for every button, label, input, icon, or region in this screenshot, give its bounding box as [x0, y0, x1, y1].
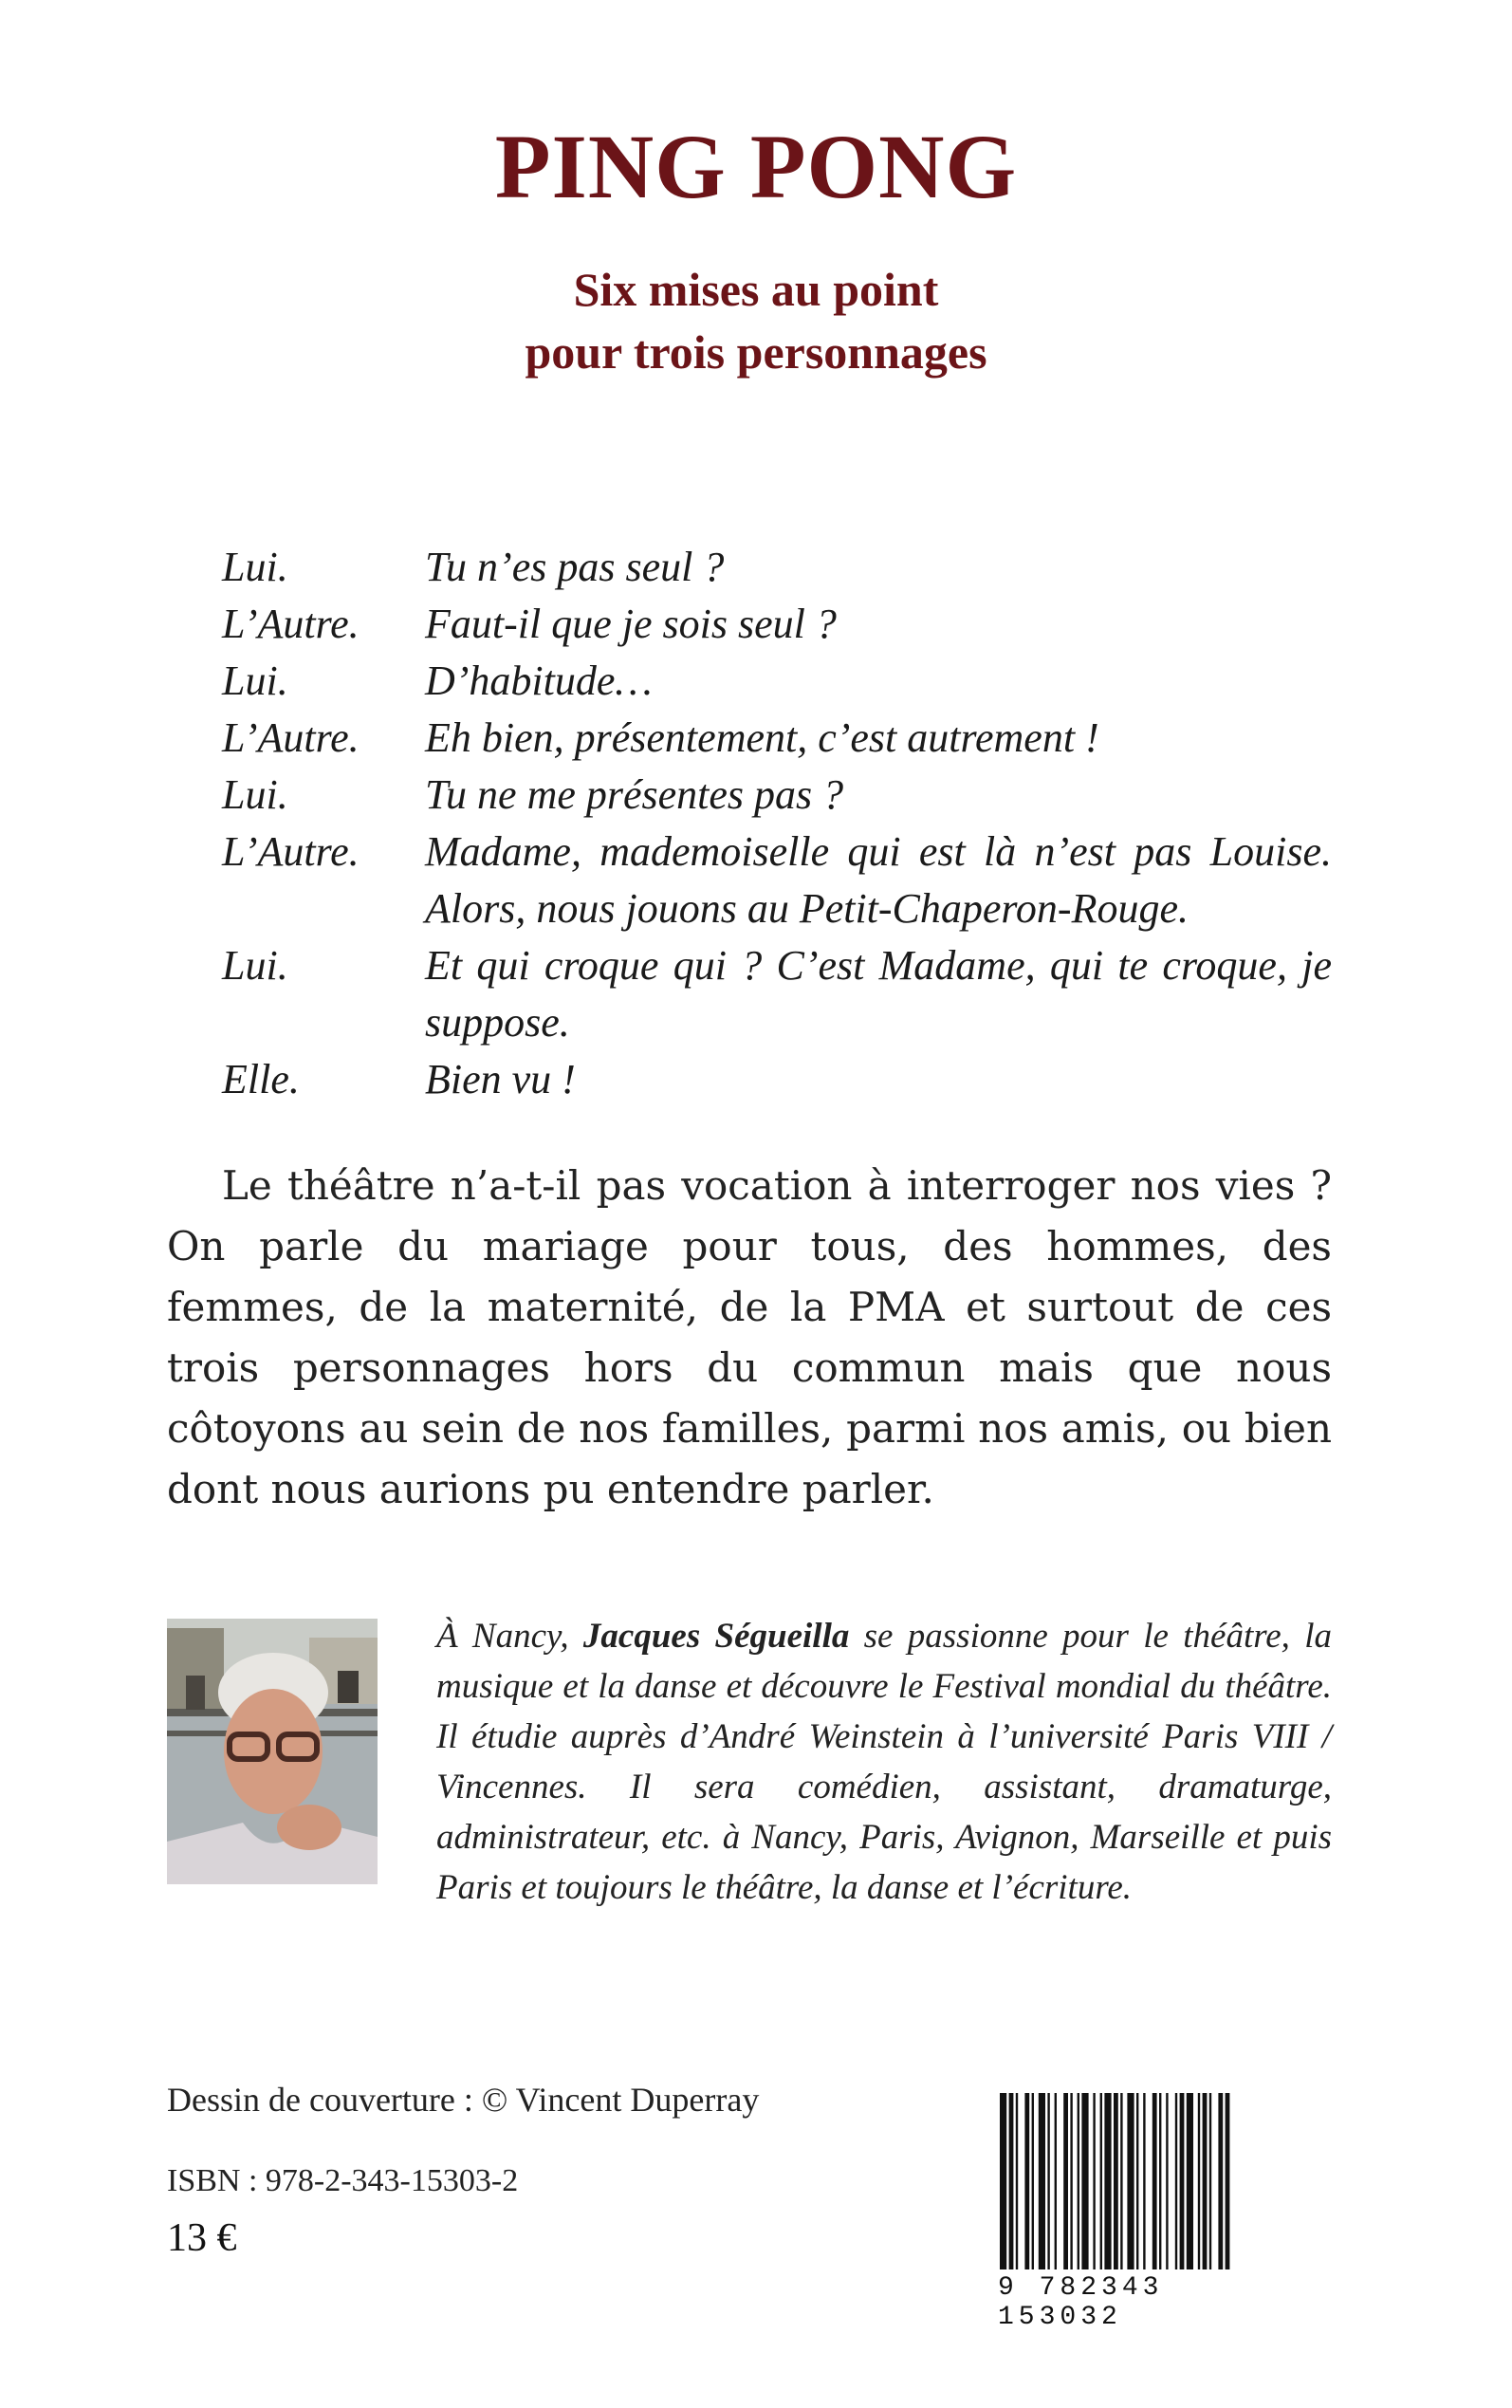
barcode-bar [1100, 2093, 1102, 2269]
barcode-bar [1016, 2093, 1018, 2269]
barcode-bar [1136, 2093, 1138, 2269]
dialogue-line [222, 710, 1332, 767]
cover-credit: Dessin de couverture : © Vincent Duperray [167, 2081, 760, 2119]
author-bio [436, 1611, 1332, 1913]
book-title: PING PONG [494, 116, 1018, 217]
barcode-bar [1009, 2093, 1014, 2269]
subtitle-line-2: pour trois personnages [525, 325, 987, 379]
dialogue-line [222, 596, 1332, 653]
barcode-bar [1039, 2093, 1045, 2269]
dialogue-excerpt [222, 539, 1332, 1108]
barcode-bar [1078, 2093, 1079, 2269]
isbn: ISBN : 978-2-343-15303-2 [167, 2163, 519, 2198]
bio-text: se passionne pour le théâtre, la musique et la danse et découvre le Festival mondial du théâtre. Il étudie auprès d’André Weinstein à l’université Paris VIII / Vincennes. Il sera comédien, assistant, dramaturge, administrateur, etc. à Nancy, Paris, Avignon, Marseille et puis Paris et toujours le théâtre, la danse et l’écriture. [436, 1617, 1332, 1907]
dialogue-text: Eh bien, présentement, c’est autrement ! [425, 714, 1099, 761]
dialogue-speaker: L’Autre. [222, 714, 360, 761]
barcode-bar [1120, 2093, 1122, 2269]
subtitle-line-1: Six mises au point [573, 263, 939, 316]
isbn-barcode [998, 2093, 1298, 2273]
dialogue-line [222, 824, 1332, 937]
dialogue-speaker: Lui. [222, 544, 288, 590]
barcode-bar [1047, 2093, 1049, 2269]
barcode-bar [1070, 2093, 1072, 2269]
author-photo [167, 1619, 378, 1884]
dialogue-text: Tu n’es pas seul ? [425, 544, 725, 590]
dialogue-line [222, 1051, 1332, 1108]
author-name: Jacques Ségueilla [582, 1617, 850, 1656]
dialogue-speaker: Elle. [222, 1056, 300, 1102]
bio-prefix: À Nancy, [436, 1617, 583, 1656]
dialogue-line [222, 653, 1332, 710]
barcode-bar [1159, 2093, 1161, 2269]
book-subtitle [0, 258, 1512, 383]
barcode-bar [1114, 2093, 1118, 2269]
barcode-bar [1143, 2093, 1145, 2269]
dialogue-text: Madame, mademoiselle qui est là n’est pas Louise. Alors, nous jouons au Petit-Chaperon-Rouge. [425, 828, 1332, 932]
barcode-bar [1063, 2093, 1068, 2269]
barcode-bar [1187, 2093, 1193, 2269]
barcode-bar [1127, 2093, 1134, 2269]
dialogue-text: Et qui croque qui ? C’est Madame, qui te croque, je suppose. [425, 942, 1332, 1046]
barcode-bar [1218, 2093, 1223, 2269]
barcode-bar [1180, 2093, 1185, 2269]
barcode-bar [1198, 2093, 1200, 2269]
barcode-bar [1203, 2093, 1208, 2269]
book-blurb: Le théâtre n’a-t-il pas vocation à interroger nos vies ? On parle du mariage pour tous, des hommes, des femmes, de la maternité, de la PMA et surtout de ces trois personnages hors du commun mais que nous côtoyons au sein de nos familles, parmi nos amis, ou bien dont nous aurions pu entendre parler. [167, 1162, 1332, 1512]
barcode-bar [1166, 2093, 1168, 2269]
dialogue-speaker: Lui. [222, 942, 288, 989]
dialogue-speaker: L’Autre. [222, 828, 360, 875]
dialogue-text: Tu ne me présentes pas ? [425, 771, 844, 818]
barcode-bar [1093, 2093, 1095, 2269]
barcode-bar [1104, 2093, 1111, 2269]
barcode-bar [1152, 2093, 1157, 2269]
barcode-bar [1175, 2093, 1177, 2269]
barcode-bar [1024, 2093, 1029, 2269]
dialogue-line [222, 937, 1332, 1051]
dialogue-line [222, 767, 1332, 824]
author-portrait-image [167, 1619, 378, 1884]
dialogue-speaker: Lui. [222, 771, 288, 818]
dialogue-line [222, 539, 1332, 596]
barcode-bar [1081, 2093, 1088, 2269]
dialogue-speaker: Lui. [222, 658, 288, 704]
barcode-bar [1226, 2093, 1230, 2269]
barcode-bar [1055, 2093, 1057, 2269]
barcode-bar [1032, 2093, 1034, 2269]
dialogue-text: Faut-il que je sois seul ? [425, 601, 837, 647]
barcode-digits: 9 782343 153032 [998, 2273, 1164, 2332]
dialogue-speaker: L’Autre. [222, 601, 360, 647]
price: 13 € [167, 2216, 237, 2260]
dialogue-text: D’habitude… [425, 658, 653, 704]
barcode-bar [1209, 2093, 1211, 2269]
barcode-bar [1000, 2093, 1006, 2269]
dialogue-text: Bien vu ! [425, 1056, 576, 1102]
